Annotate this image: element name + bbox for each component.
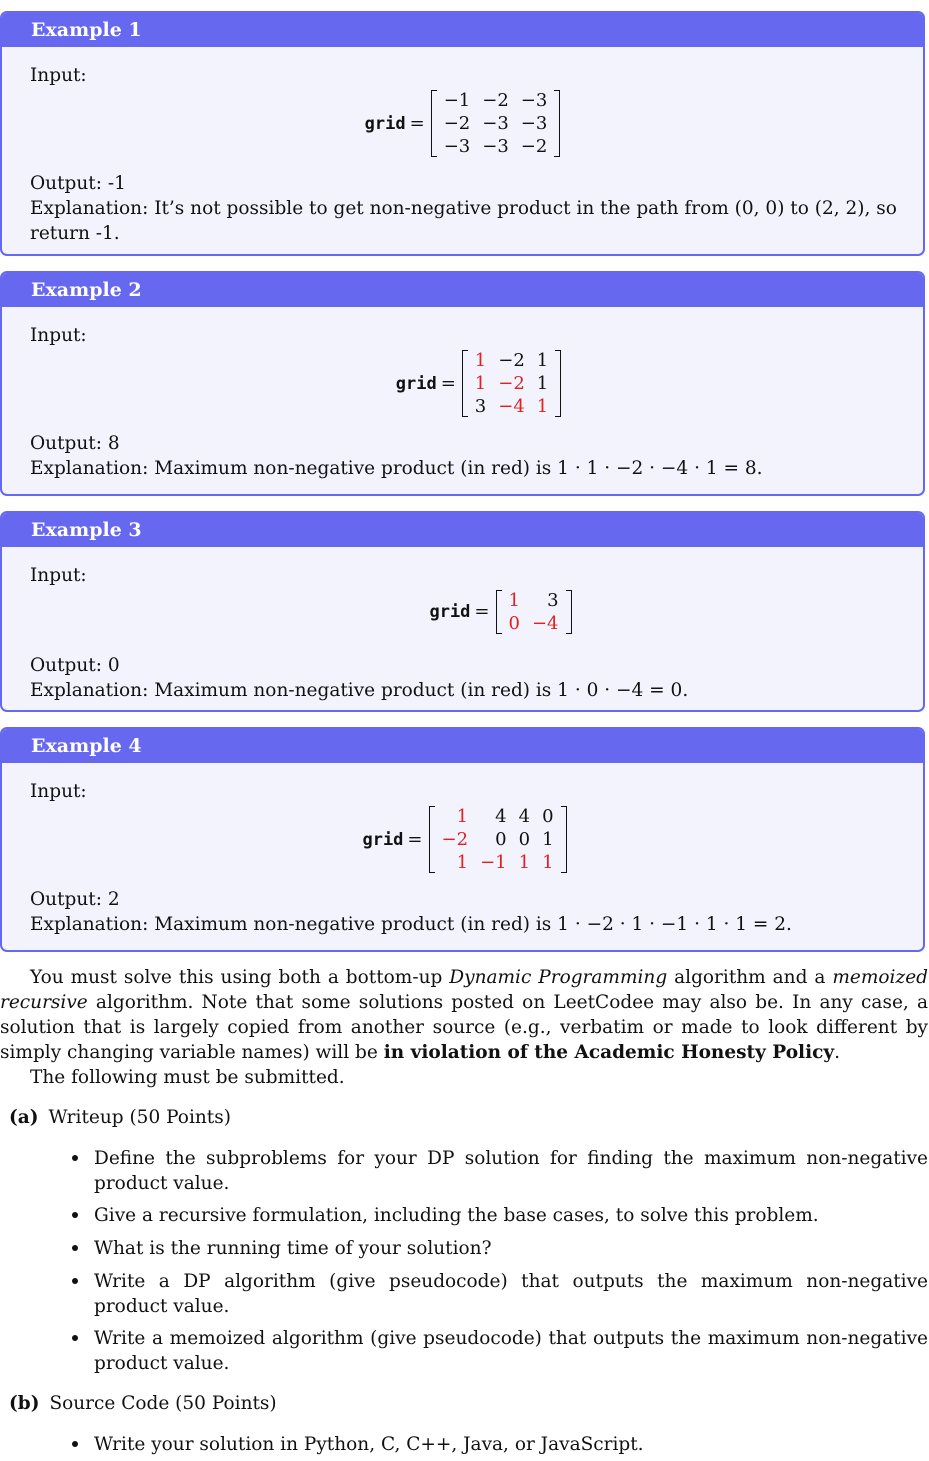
instructions-paragraph: You must solve this using both a bottom-up Dynamic Programming algorithm and a memoized recursive algorithm. Note that some solutions posted on LeetCodee may also be. In any case, a solution that is largely copied from another source (e.g., verbatim or made to look different by simply changing variable names) will be in violation of the Academic Honesty Policy.	[0, 967, 928, 1063]
output-text: Output: 8	[30, 433, 120, 454]
matrix-cell: 1	[474, 373, 487, 394]
matrix-cell: 1	[536, 350, 549, 371]
matrix-cell: 1	[518, 852, 531, 873]
matrix-cell: −3	[443, 136, 471, 157]
bullet-icon	[72, 1245, 78, 1251]
matrix-cell: −1	[480, 852, 507, 873]
matrix-cell: −2	[441, 829, 469, 850]
matrix-row	[438, 112, 554, 135]
input-label: Input:	[30, 65, 87, 86]
matrix-row	[503, 612, 565, 635]
matrix-row	[469, 349, 554, 372]
grid-equation	[2, 89, 923, 158]
grid-label: grid =	[364, 112, 425, 134]
input-label: Input:	[30, 565, 87, 586]
matrix-cell: 1	[456, 852, 469, 873]
explanation-text: Explanation: It’s not possible to get non-negative product in the path from (0, 0) to (2, 2), so return -1.	[30, 198, 897, 244]
list-item: What is the running time of your solution?	[94, 1236, 928, 1261]
grid-label: grid =	[362, 828, 423, 850]
matrix-row	[469, 372, 554, 395]
matrix-cell: 4	[518, 806, 531, 827]
matrix-row	[503, 589, 565, 612]
example-title: Example 2	[2, 273, 923, 307]
matrix-cell: 0	[542, 806, 554, 827]
matrix-cell: 3	[474, 396, 487, 417]
example-box-1	[0, 11, 925, 256]
grid-matrix	[462, 349, 561, 418]
example-title: Example 4	[2, 729, 923, 763]
example-title: Example 3	[2, 513, 923, 547]
grid-matrix	[429, 805, 567, 874]
matrix-cell: −1	[443, 90, 471, 111]
list-item: Give a recursive formulation, including the base cases, to solve this problem.	[94, 1203, 928, 1228]
input-label: Input:	[30, 325, 87, 346]
matrix-cell: −3	[520, 113, 548, 134]
explanation-text: Explanation: Maximum non-negative product (in red) is 1 · 1 · −2 · −4 · 1 = 8.	[30, 458, 763, 479]
memoized-emphasis: memoized recursive	[0, 967, 928, 1013]
grid-label: grid =	[395, 372, 456, 394]
matrix-cell: 0	[518, 829, 531, 850]
matrix-row	[438, 135, 554, 158]
matrix-cell: 1	[542, 829, 554, 850]
grid-label: grid =	[429, 601, 490, 622]
matrix-cell: −4	[531, 613, 559, 634]
matrix-cell: 4	[495, 806, 507, 827]
explanation-text: Explanation: Maximum non-negative product (in red) is 1 · −2 · 1 · −1 · 1 · 1 = 2.	[30, 914, 792, 935]
list-item: Write a memoized algorithm (give pseudocode) that outputs the maximum non-negative product value.	[94, 1326, 928, 1376]
matrix-row	[438, 89, 554, 112]
grid-equation	[2, 349, 923, 418]
matrix-row	[436, 805, 560, 828]
bullet-icon	[72, 1335, 78, 1341]
output-text: Output: 0	[30, 655, 120, 676]
matrix-row	[436, 851, 560, 874]
grid-equation	[2, 805, 923, 874]
grid-equation	[2, 589, 923, 635]
matrix-cell: −4	[498, 396, 525, 417]
matrix-cell: −2	[520, 136, 548, 157]
submission-note: The following must be submitted.	[30, 1067, 345, 1088]
grid-matrix	[431, 89, 561, 158]
matrix-cell: 3	[547, 590, 559, 611]
matrix-cell: −2	[498, 350, 525, 371]
list-item: Write your solution in Python, C, C++, Java, or JavaScript.	[94, 1432, 928, 1457]
matrix-cell: 1	[508, 590, 520, 611]
honesty-policy-text: in violation of the Academic Honesty Policy	[383, 1042, 835, 1063]
matrix-cell: −3	[482, 113, 509, 134]
matrix-row	[469, 395, 554, 418]
example-title: Example 1	[2, 13, 923, 47]
matrix-cell: 0	[495, 829, 507, 850]
matrix-cell: −2	[443, 113, 471, 134]
output-text: Output: -1	[30, 173, 126, 194]
bullet-icon	[72, 1278, 78, 1284]
grid-matrix	[496, 589, 572, 635]
part-a-heading: (a) Writeup (50 Points)	[9, 1107, 231, 1128]
matrix-cell: 1	[474, 350, 487, 371]
matrix-cell: −2	[482, 90, 509, 111]
input-label: Input:	[30, 781, 87, 802]
matrix-cell: −3	[482, 136, 509, 157]
dp-emphasis: Dynamic Programming	[449, 967, 668, 988]
matrix-row	[436, 828, 560, 851]
matrix-cell: −3	[520, 90, 548, 111]
example-box-3	[0, 511, 925, 712]
matrix-cell: 0	[508, 613, 520, 634]
matrix-cell: 1	[456, 806, 469, 827]
bullet-icon	[72, 1441, 78, 1447]
example-box-2	[0, 271, 925, 496]
matrix-cell: 1	[542, 852, 554, 873]
bullet-icon	[72, 1212, 78, 1218]
explanation-text: Explanation: Maximum non-negative product (in red) is 1 · 0 · −4 = 0.	[30, 680, 689, 701]
matrix-cell: −2	[498, 373, 525, 394]
bullet-icon	[72, 1155, 78, 1161]
list-item: Write a DP algorithm (give pseudocode) that outputs the maximum non-negative product value.	[94, 1269, 928, 1319]
matrix-cell: 1	[536, 373, 549, 394]
list-item: Define the subproblems for your DP solution for finding the maximum non-negative product value.	[94, 1146, 928, 1196]
matrix-cell: 1	[536, 396, 549, 417]
example-box-4	[0, 727, 925, 952]
part-b-heading: (b) Source Code (50 Points)	[9, 1393, 277, 1414]
output-text: Output: 2	[30, 889, 120, 910]
